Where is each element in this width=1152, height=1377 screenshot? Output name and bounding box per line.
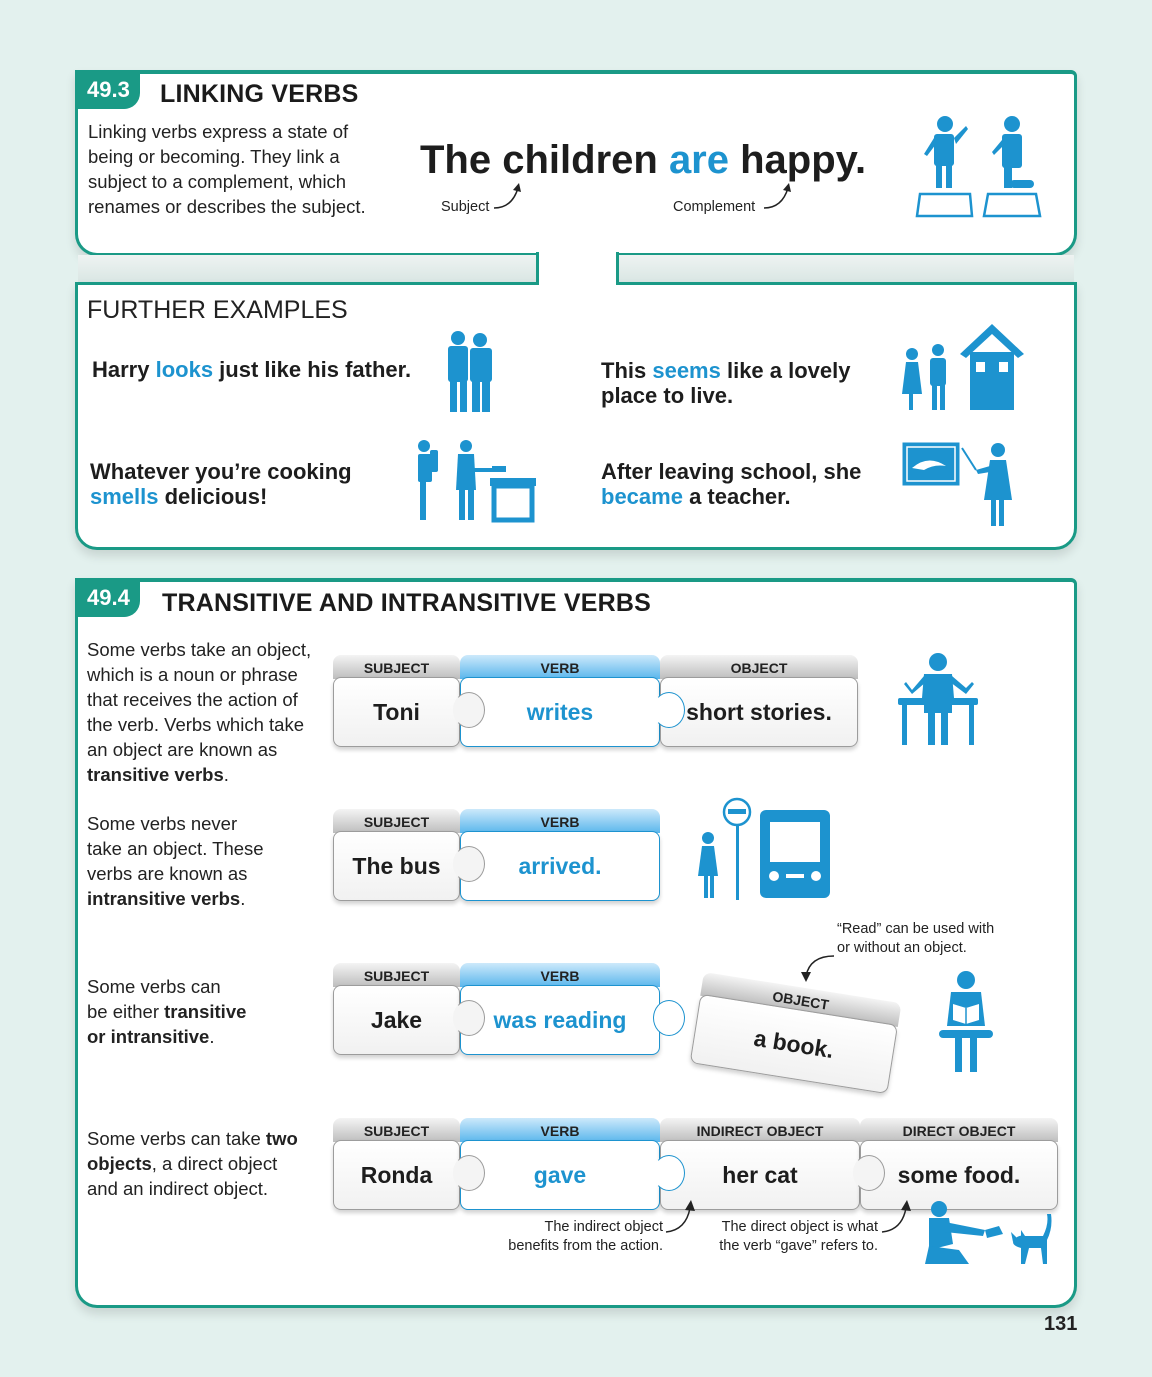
piece-text: writes <box>460 677 660 747</box>
example-text: place to live. <box>601 383 734 408</box>
verb-piece <box>460 809 660 905</box>
example-text: Whatever you’re cooking <box>90 459 352 484</box>
desc-line: verbs are known as <box>87 863 248 884</box>
desc-line: Some verbs can <box>87 976 221 997</box>
example-item <box>90 459 352 509</box>
arrow-icon <box>664 1198 698 1236</box>
puzzle-knob <box>653 1155 685 1191</box>
subject-piece <box>333 1118 460 1214</box>
term-bold: transitive <box>164 1001 247 1022</box>
verb-piece <box>460 963 660 1059</box>
feeding-cat-icon <box>925 1200 1055 1270</box>
subject-label: Subject <box>441 199 490 215</box>
example-verb: looks <box>155 357 214 382</box>
arrow-icon <box>760 180 800 214</box>
linking-verbs-description <box>88 119 366 219</box>
piece-text: Jake <box>333 985 460 1055</box>
father-son-icon <box>444 330 500 414</box>
desc-line: which is a noun or phrase <box>87 664 298 685</box>
connector-edge <box>616 252 619 286</box>
puzzle-knob <box>853 1155 885 1191</box>
desc-line: the verb. Verbs which take <box>87 714 304 735</box>
example-text: Harry <box>92 357 156 382</box>
subject-piece <box>333 809 460 905</box>
intransitive-description <box>87 811 264 911</box>
verb-piece <box>460 1118 660 1214</box>
section-title: LINKING VERBS <box>160 80 359 108</box>
desc-line: and an indirect object. <box>87 1178 269 1199</box>
piece-label: OBJECT <box>660 655 858 679</box>
desc-text: . <box>223 764 229 785</box>
desc-text: . <box>209 1026 215 1047</box>
complement-label: Complement <box>673 199 756 215</box>
panel-connector-right <box>618 255 1074 283</box>
transitive-description <box>87 637 311 787</box>
note-line: the verb “gave” refers to. <box>719 1238 878 1254</box>
example-item <box>601 358 851 408</box>
example-verb: smells <box>90 484 159 509</box>
note-line: benefits from the action. <box>508 1238 663 1254</box>
example-text: This <box>601 358 653 383</box>
desc-line: Linking verbs express a state of <box>88 121 349 142</box>
panel-connector-left <box>78 255 538 283</box>
sentence-verb: are <box>668 138 729 182</box>
example-text: just like his father. <box>213 357 412 382</box>
piece-label: SUBJECT <box>333 963 460 987</box>
desc-text: , a direct object <box>151 1153 278 1174</box>
sentence-complement: happy. <box>729 138 867 182</box>
desc-line: being or becoming. They link a <box>88 146 340 167</box>
puzzle-knob <box>653 692 685 728</box>
piece-label: OBJECT <box>700 972 901 1027</box>
desc-line: Some verbs never <box>87 813 238 834</box>
piece-label: VERB <box>460 655 660 679</box>
sentence-puzzle-row <box>333 809 663 905</box>
piece-text: some food. <box>860 1140 1058 1210</box>
piece-text: a book. <box>690 994 898 1094</box>
note-line: “Read” can be used with <box>837 921 995 937</box>
piece-text: arrived. <box>460 831 660 901</box>
piece-label: VERB <box>460 1118 660 1142</box>
subject-piece <box>333 963 460 1059</box>
house-people-icon <box>900 314 1028 412</box>
piece-label: INDIRECT OBJECT <box>660 1118 860 1142</box>
desc-line: that receives the action of <box>87 689 298 710</box>
term-bold: objects <box>87 1153 152 1174</box>
section-number-badge: 49.3 <box>75 70 140 109</box>
further-examples-title: FURTHER EXAMPLES <box>87 296 348 324</box>
page-number: 131 <box>1044 1313 1078 1335</box>
example-text: delicious! <box>158 484 268 509</box>
desc-text: be either <box>87 1001 165 1022</box>
puzzle-knob <box>653 1000 685 1036</box>
sentence-puzzle-row <box>333 655 863 751</box>
sentence-puzzle-row <box>333 963 663 1059</box>
example-verb: became <box>601 484 683 509</box>
piece-text: The bus <box>333 831 460 901</box>
direct-object-note <box>716 1218 878 1256</box>
teacher-icon <box>900 440 1026 530</box>
arrow-icon <box>490 180 530 214</box>
puzzle-knob <box>453 1000 485 1036</box>
piece-label: DIRECT OBJECT <box>860 1118 1058 1142</box>
piece-label: VERB <box>460 963 660 987</box>
piece-text: gave <box>460 1140 660 1210</box>
piece-label: SUBJECT <box>333 1118 460 1142</box>
person-writing-icon <box>898 652 978 746</box>
example-text: like a lovely <box>720 358 851 383</box>
indirect-object-note <box>500 1218 663 1256</box>
desc-line: take an object. These <box>87 838 264 859</box>
puzzle-knob <box>453 692 485 728</box>
arrow-icon <box>880 1198 914 1236</box>
example-sentence <box>420 138 866 183</box>
example-item <box>92 357 411 382</box>
bus-stop-icon <box>694 796 834 900</box>
note-line: The direct object is what <box>721 1219 878 1235</box>
section-number-badge: 49.4 <box>75 578 140 617</box>
piece-text: was reading <box>460 985 660 1055</box>
arrow-icon <box>798 950 838 986</box>
subject-piece <box>333 655 460 751</box>
term-bold: transitive verbs <box>87 764 224 785</box>
desc-line: Some verbs take an object, <box>87 639 312 660</box>
example-text: a teacher. <box>682 484 791 509</box>
puzzle-knob <box>453 1155 485 1191</box>
term-bold: or intransitive <box>87 1026 210 1047</box>
two-objects-description <box>87 1126 298 1201</box>
piece-text: short stories. <box>660 677 858 747</box>
piece-label: SUBJECT <box>333 809 460 833</box>
children-drawing-icon <box>912 112 1042 222</box>
piece-text: Toni <box>333 677 460 747</box>
piece-text: her cat <box>660 1140 860 1210</box>
piece-text: Ronda <box>333 1140 460 1210</box>
cooking-icon <box>414 440 538 524</box>
read-note <box>837 920 994 958</box>
example-text: After leaving school, she <box>601 459 862 484</box>
example-verb: seems <box>652 358 721 383</box>
puzzle-knob <box>453 846 485 882</box>
verb-piece <box>460 655 660 751</box>
piece-label: VERB <box>460 809 660 833</box>
desc-line: subject to a complement, which <box>88 171 347 192</box>
person-reading-icon <box>935 970 997 1074</box>
object-piece <box>660 655 858 751</box>
term-bold: two <box>265 1128 298 1149</box>
sentence-subject: The children <box>420 138 669 182</box>
piece-label: SUBJECT <box>333 655 460 679</box>
note-line: The indirect object <box>544 1219 663 1235</box>
desc-text: . <box>240 888 246 909</box>
either-description <box>87 974 246 1049</box>
desc-line: renames or describes the subject. <box>88 196 366 217</box>
note-line: or without an object. <box>837 940 967 956</box>
panel-connector <box>539 278 616 286</box>
desc-line: an object are known as <box>87 739 278 760</box>
desc-text: Some verbs can take <box>87 1128 266 1149</box>
section-title: TRANSITIVE AND INTRANSITIVE VERBS <box>162 589 652 617</box>
term-bold: intransitive verbs <box>87 888 241 909</box>
example-item <box>601 459 861 509</box>
